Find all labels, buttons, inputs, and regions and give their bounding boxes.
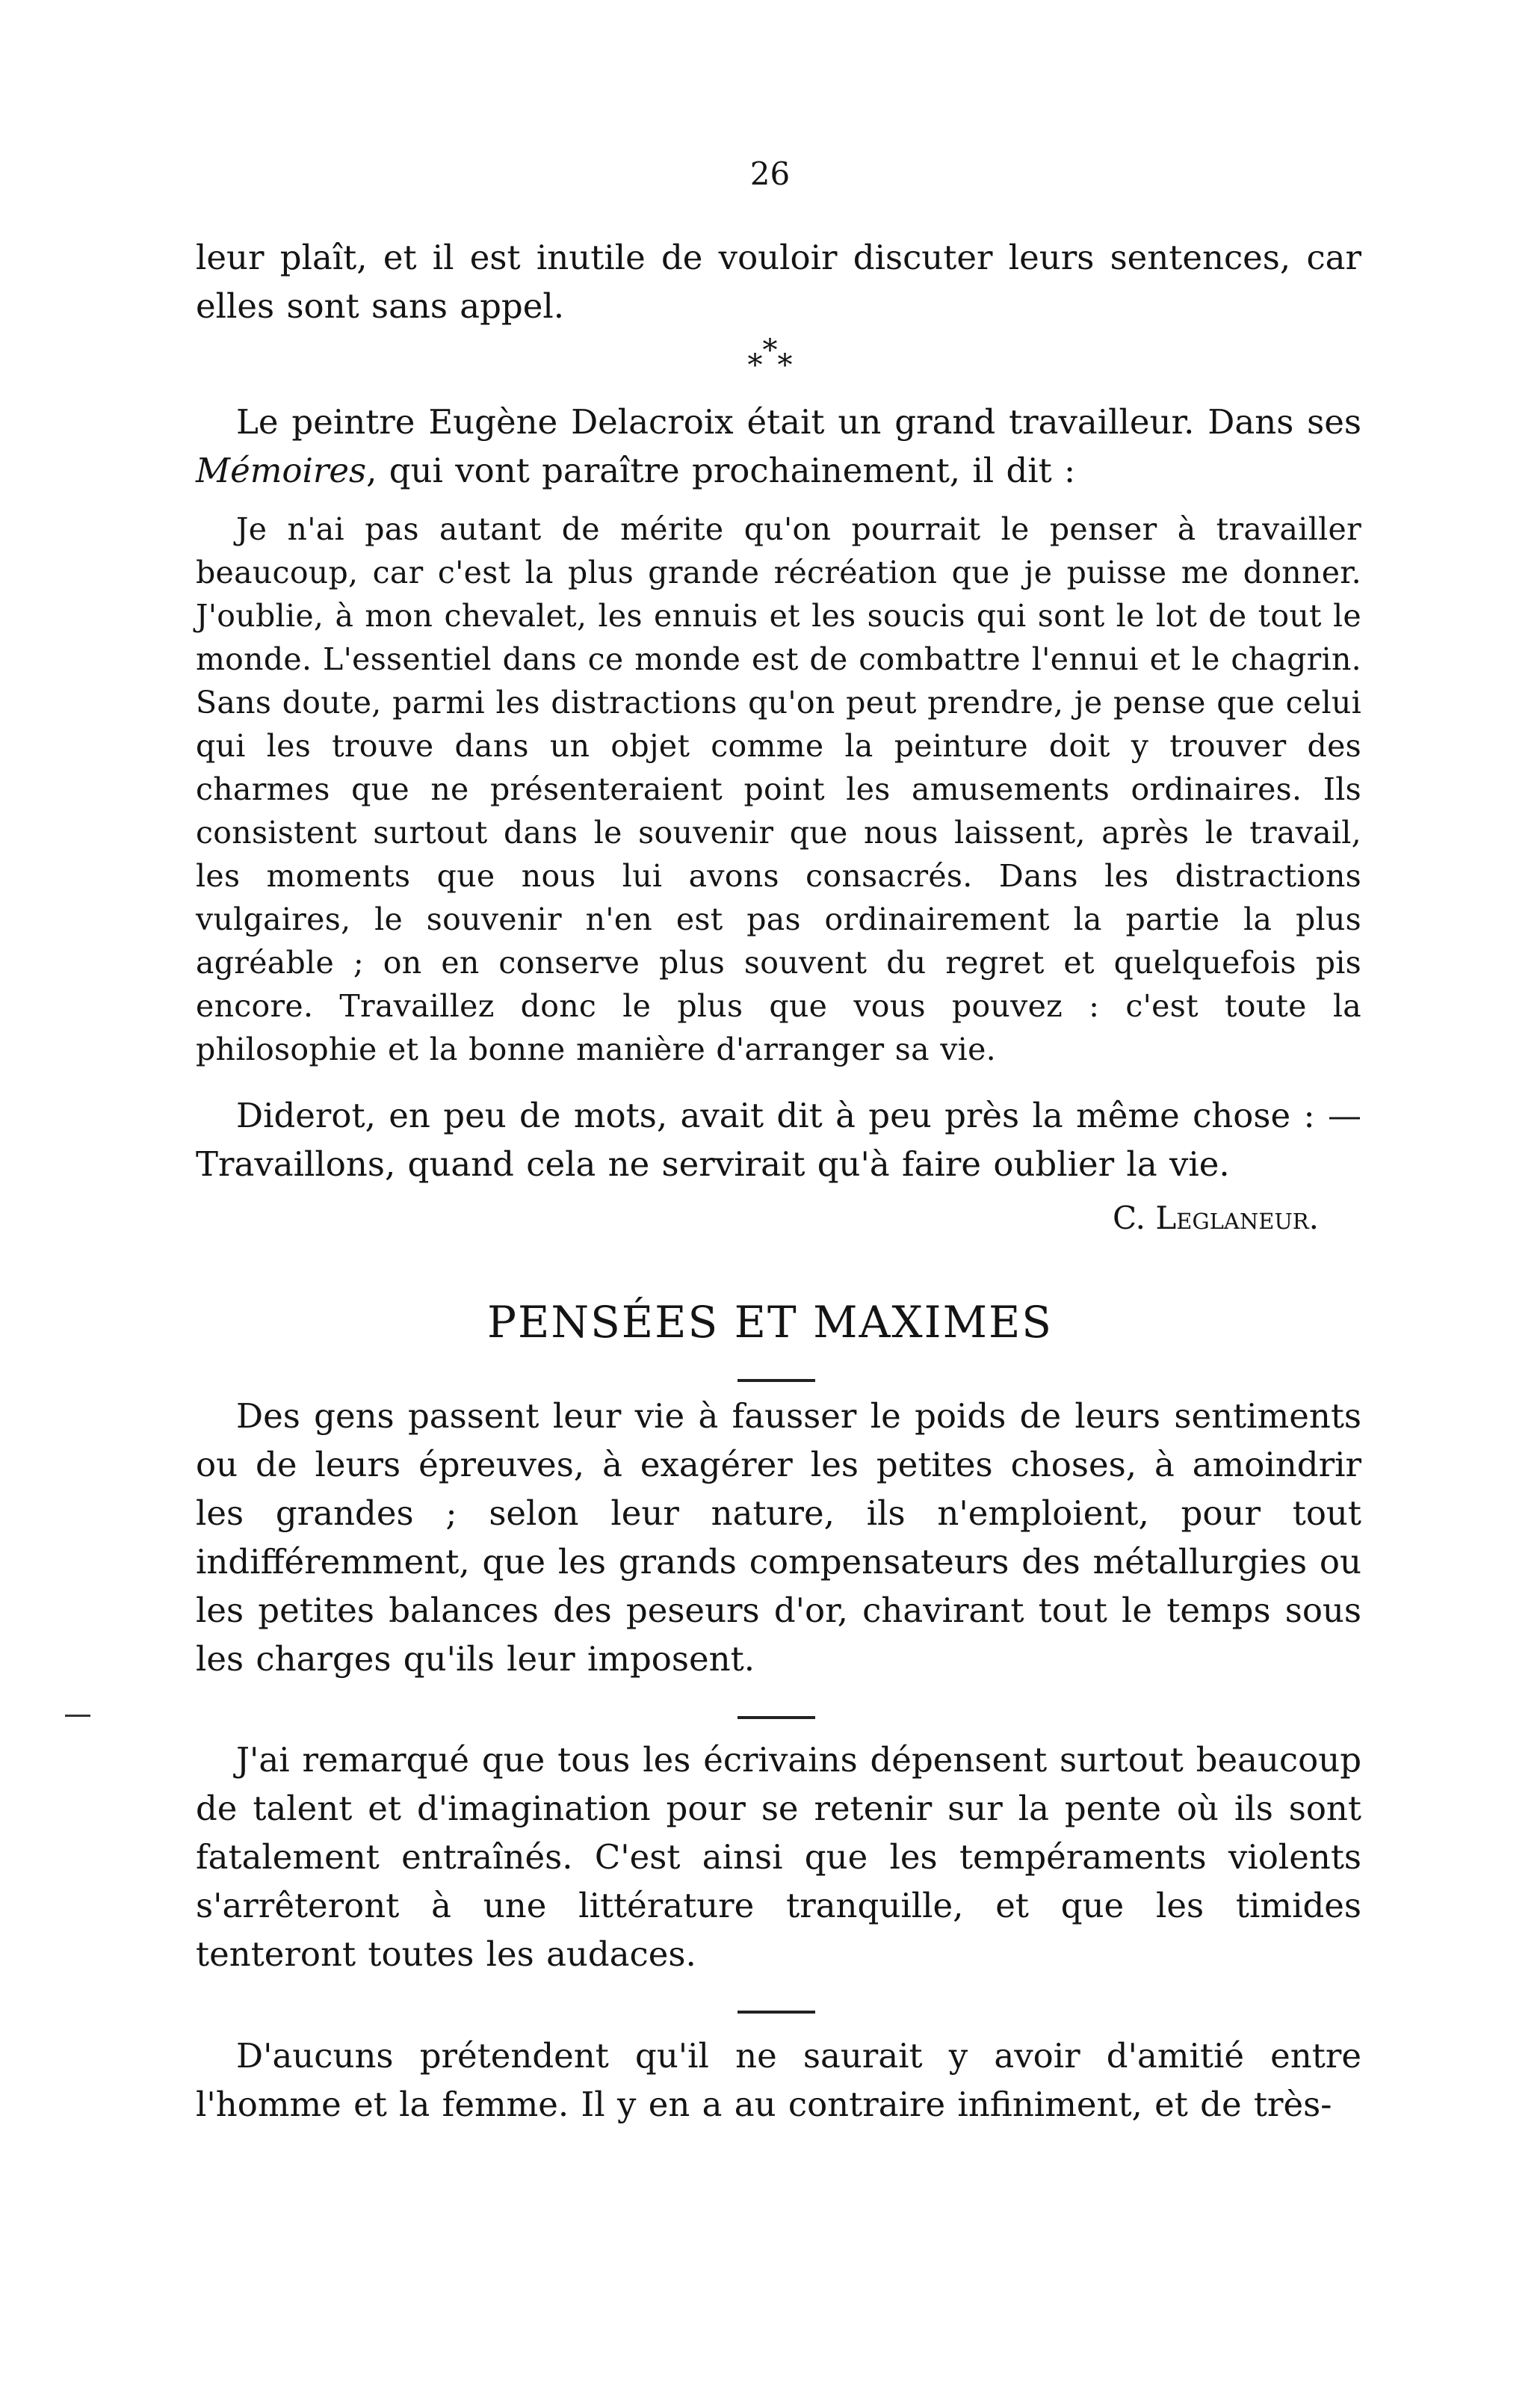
asterism-separator: ***	[747, 333, 793, 383]
delacroix-quote: Je n'ai pas autant de mérite qu'on pourrait le penser à travailler beaucoup, car c'est la plus grande récréation que je puisse me donner. J'oublie, à mon chevalet, les ennuis et les soucis qui sont le lot de tout le monde. L'essentiel dans ce monde est de combattre l'ennui et le chagrin. Sans doute, parmi les distractions qu'on peut prendre, je pense que celui qui les trouve dans un objet comme la peinture doit y trouver des charmes que ne présenteraient point les amusements ordinaires. Ils consistent surtout dans le souvenir que nous laissent, après le travail, les moments que nous lui avons consacrés. Dans les distractions vulgaires, le souvenir n'en est pas ordinairement la partie la plus agréable ; on en conserve plus souvent du regret et quelquefois pis encore. Travaillez donc le plus que vous pouvez : c'est toute la philosophie et la bonne manière d'arranger sa vie.	[196, 511, 1361, 1067]
memoires-title: Mémoires	[196, 451, 367, 490]
separator-rule-1	[737, 1716, 815, 1719]
maxime-1: Des gens passent leur vie à fausser le poids de leurs sentiments ou de leurs épreuves, à exagérer les petites choses, à amoindrir les grandes ; selon leur nature, ils n'emploient, pour tout indifféremment, que les grands compensateurs des métallurgies ou les petites balances des peseurs d'or, chavirant tout le temps sous les charges qu'ils leur imposent.	[196, 1396, 1361, 1679]
page-number: 26	[749, 155, 791, 192]
margin-mark	[65, 1715, 90, 1717]
maxime-3: D'aucuns prétendent qu'il ne saurait y avoir d'amitié entre l'homme et la femme. Il y en a au contraire infiniment, et de très-	[196, 2036, 1361, 2124]
intro-paragraph: leur plaît, et il est inutile de vouloir discuter leurs sentences, car elles sont sans appel.	[196, 238, 1361, 326]
article-first-paragraph	[196, 398, 1361, 495]
author-signature	[1113, 1200, 1319, 1236]
signature-initial: C.	[1113, 1200, 1146, 1236]
article-text-start: Le peintre Eugène Delacroix était un grand travailleur. Dans ses	[236, 402, 1361, 442]
maxime-2: J'ai remarqué que tous les écrivains dépensent surtout beaucoup de talent et d'imagination pour se retenir sur la pente où ils sont fatalement entraînés. C'est ainsi que les tempéraments violents s'arrêteront à une littérature tranquille, et que les timides tenteront toutes les audaces.	[196, 1740, 1361, 1974]
diderot-paragraph: Diderot, en peu de mots, avait dit à peu près la même chose : — Travaillons, quand cela ne servirait qu'à faire oublier la vie.	[196, 1096, 1361, 1184]
separator-rule-2	[737, 2011, 815, 2014]
article-text-end: , qui vont paraître prochainement, il dit :	[366, 451, 1076, 490]
signature-name: Leglaneur.	[1155, 1200, 1319, 1236]
section-title: PENSÉES ET MAXIMES	[486, 1297, 1054, 1348]
title-rule	[737, 1379, 815, 1382]
